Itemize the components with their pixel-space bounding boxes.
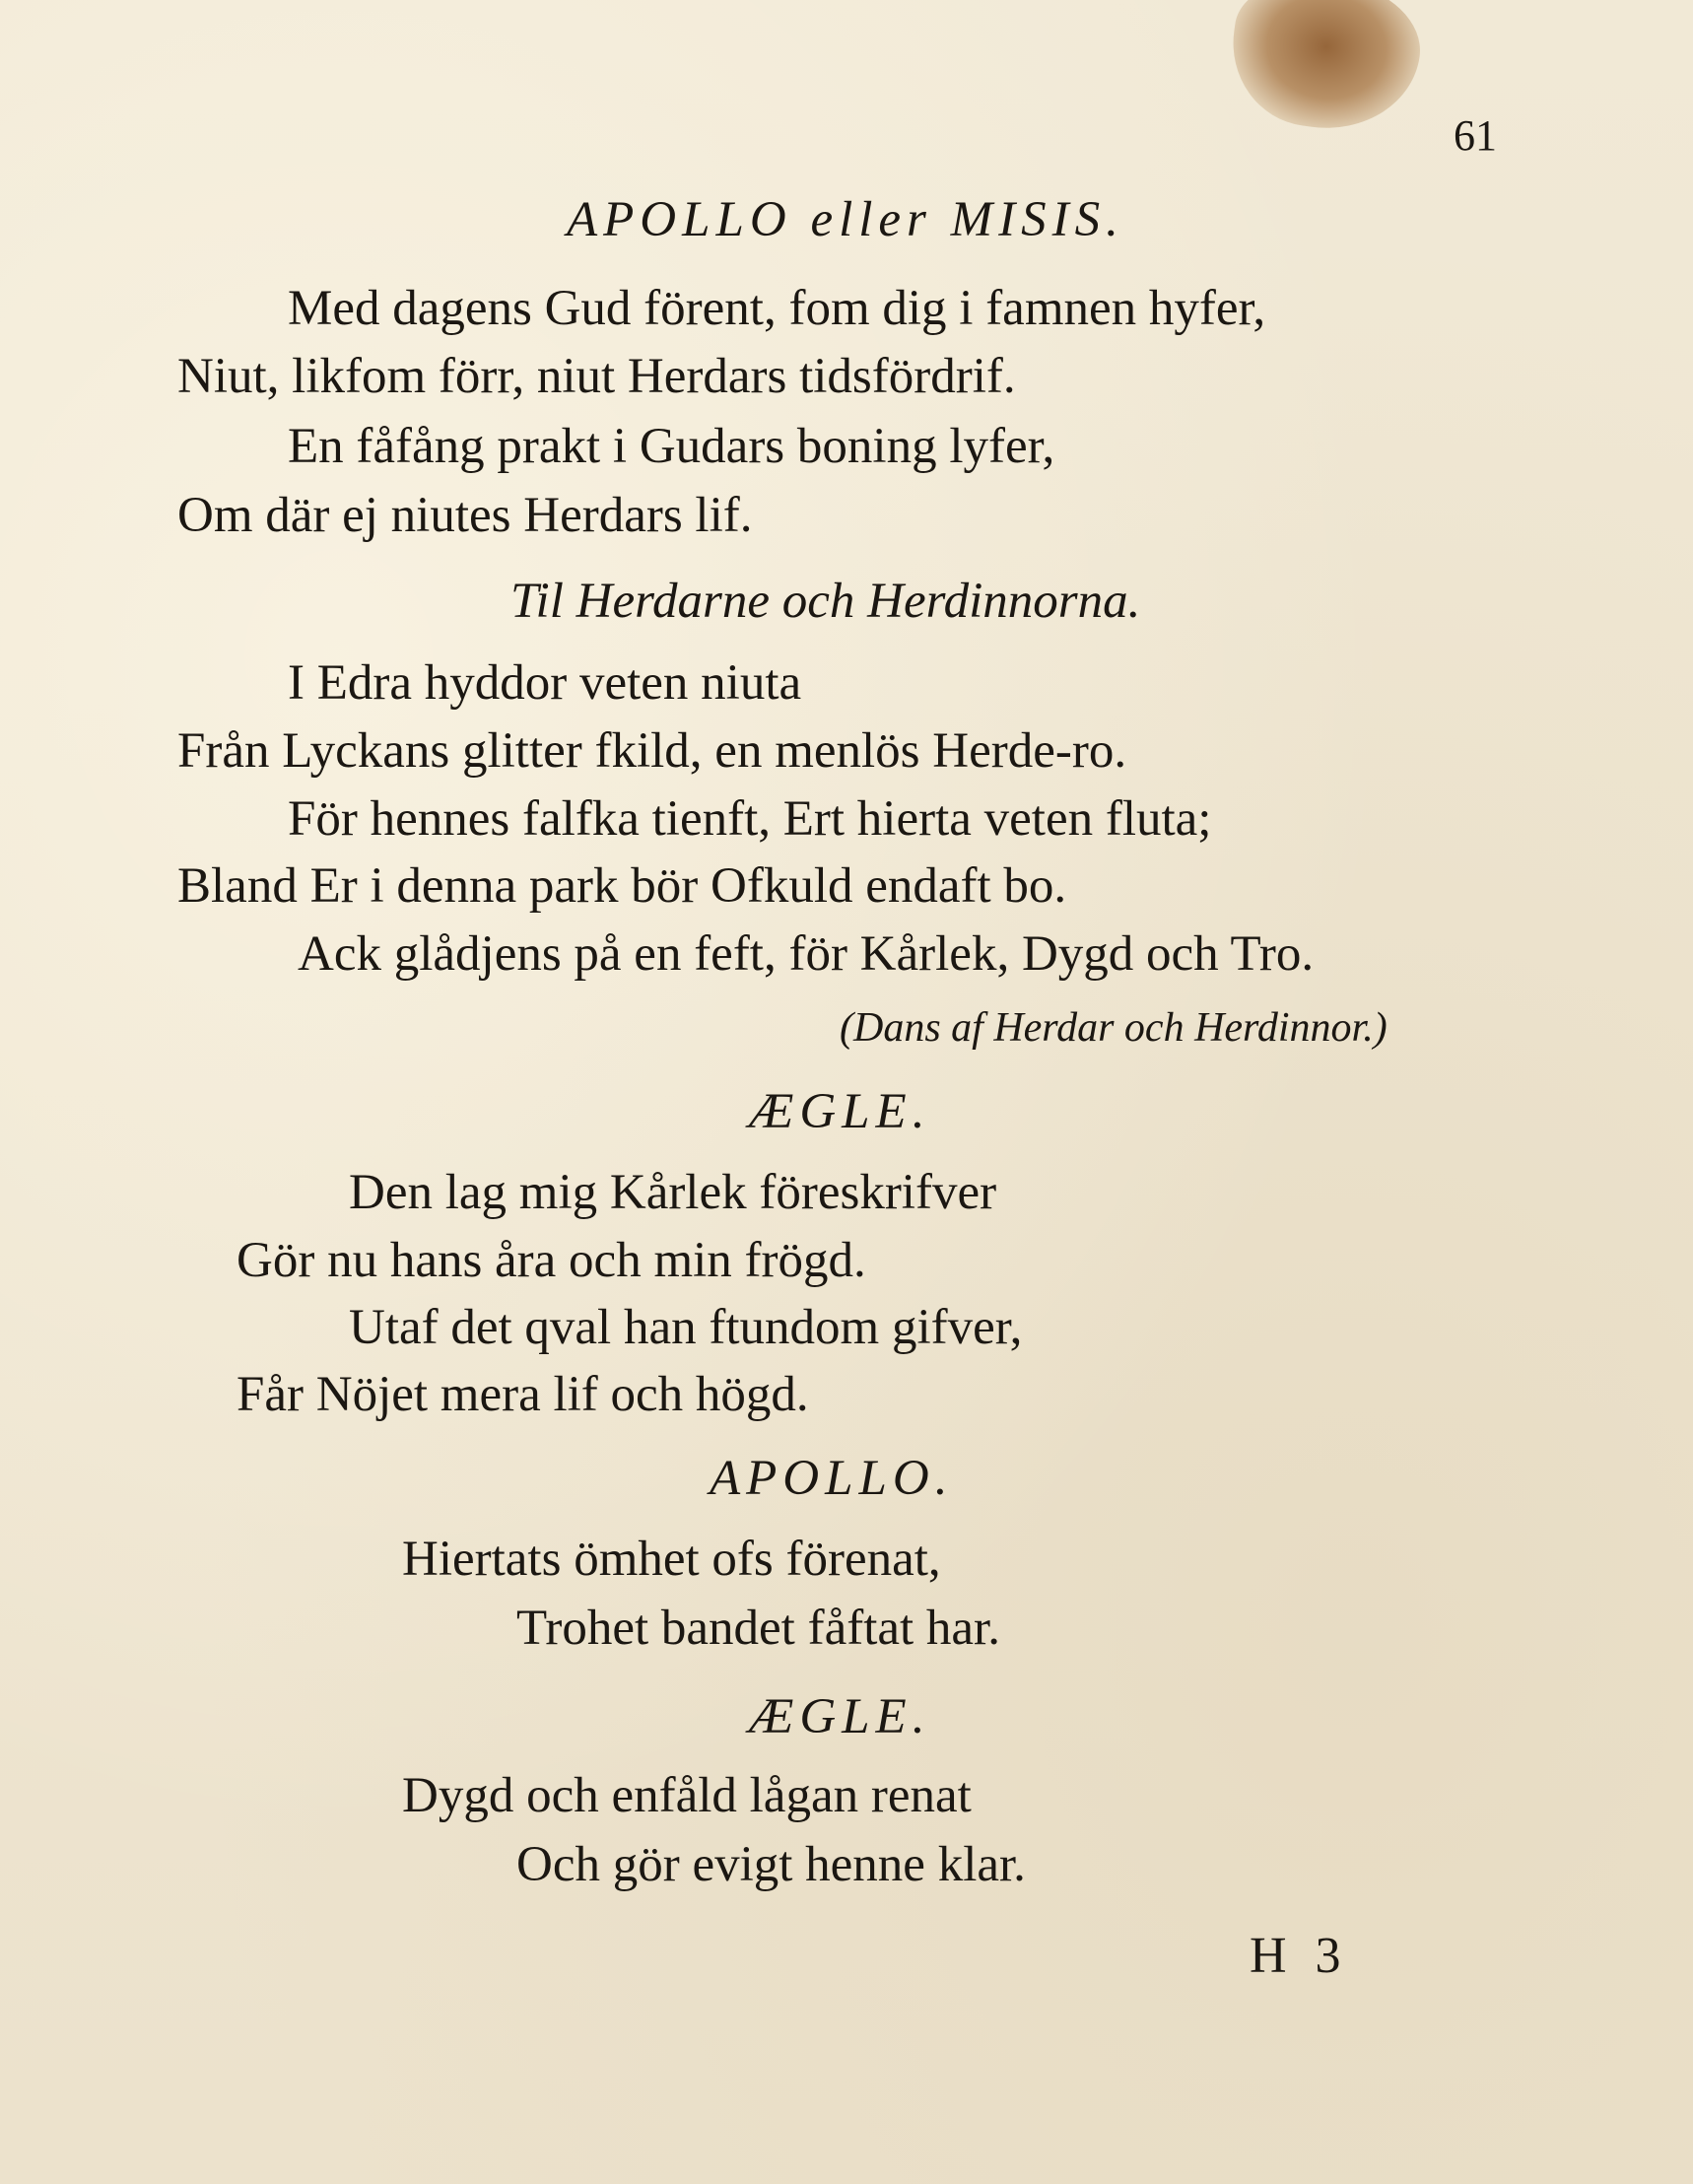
stanza2-line-1: I Edra hyddor veten niuta <box>288 655 802 711</box>
page-stain <box>1222 0 1428 140</box>
stanza1-line-1: Med dagens Gud förent, fom dig i famnen hyfer, <box>288 281 1266 336</box>
stage-direction: (Dans af Herdar och Herdinnor.) <box>840 1005 1388 1051</box>
stanza1-line-3: En fåfång prakt i Gudars boning lyfer, <box>288 419 1055 474</box>
speaker-apollo: APOLLO. <box>710 1451 954 1506</box>
speaker-aegle-2: ÆGLE. <box>749 1689 931 1744</box>
stanza2-line-2: Från Lyckans glitter fkild, en menlös Herde-ro. <box>177 723 1127 779</box>
page-title: APOLLO eller MISIS. <box>567 192 1124 247</box>
signature-mark: H 3 <box>1250 1928 1349 1984</box>
stanza2-line-5: Ack glådjens på en feft, för Kårlek, Dygd och Tro. <box>298 926 1315 982</box>
stanza3-line-3: Utaf det qval han ftundom gifver, <box>349 1300 1023 1355</box>
stanza5-line-1: Dygd och enfåld lågan renat <box>402 1768 972 1823</box>
stanza2-line-3: För hennes falfka tienft, Ert hierta veten fluta; <box>288 791 1212 847</box>
stanza3-line-1: Den lag mig Kårlek föreskrifver <box>349 1165 997 1220</box>
stanza2-line-4: Bland Er i denna park bör Ofkuld endaft bo. <box>177 858 1067 914</box>
stanza4-line-2: Trohet bandet fåftat har. <box>516 1601 1000 1656</box>
page-number: 61 <box>1454 111 1497 160</box>
stanza5-line-2: Och gör evigt henne klar. <box>516 1837 1026 1892</box>
stanza1-line-4: Om där ej niutes Herdars lif. <box>177 488 753 543</box>
stanza3-line-4: Får Nöjet mera lif och högd. <box>237 1367 809 1422</box>
stanza1-line-2: Niut, likfom förr, niut Herdars tidsfördrif. <box>177 349 1016 404</box>
stanza3-line-2: Gör nu hans åra och min frögd. <box>237 1233 866 1288</box>
subheading: Til Herdarne och Herdinnorna. <box>510 574 1141 629</box>
stanza4-line-1: Hiertats ömhet ofs förenat, <box>402 1532 941 1587</box>
speaker-aegle: ÆGLE. <box>749 1084 931 1139</box>
